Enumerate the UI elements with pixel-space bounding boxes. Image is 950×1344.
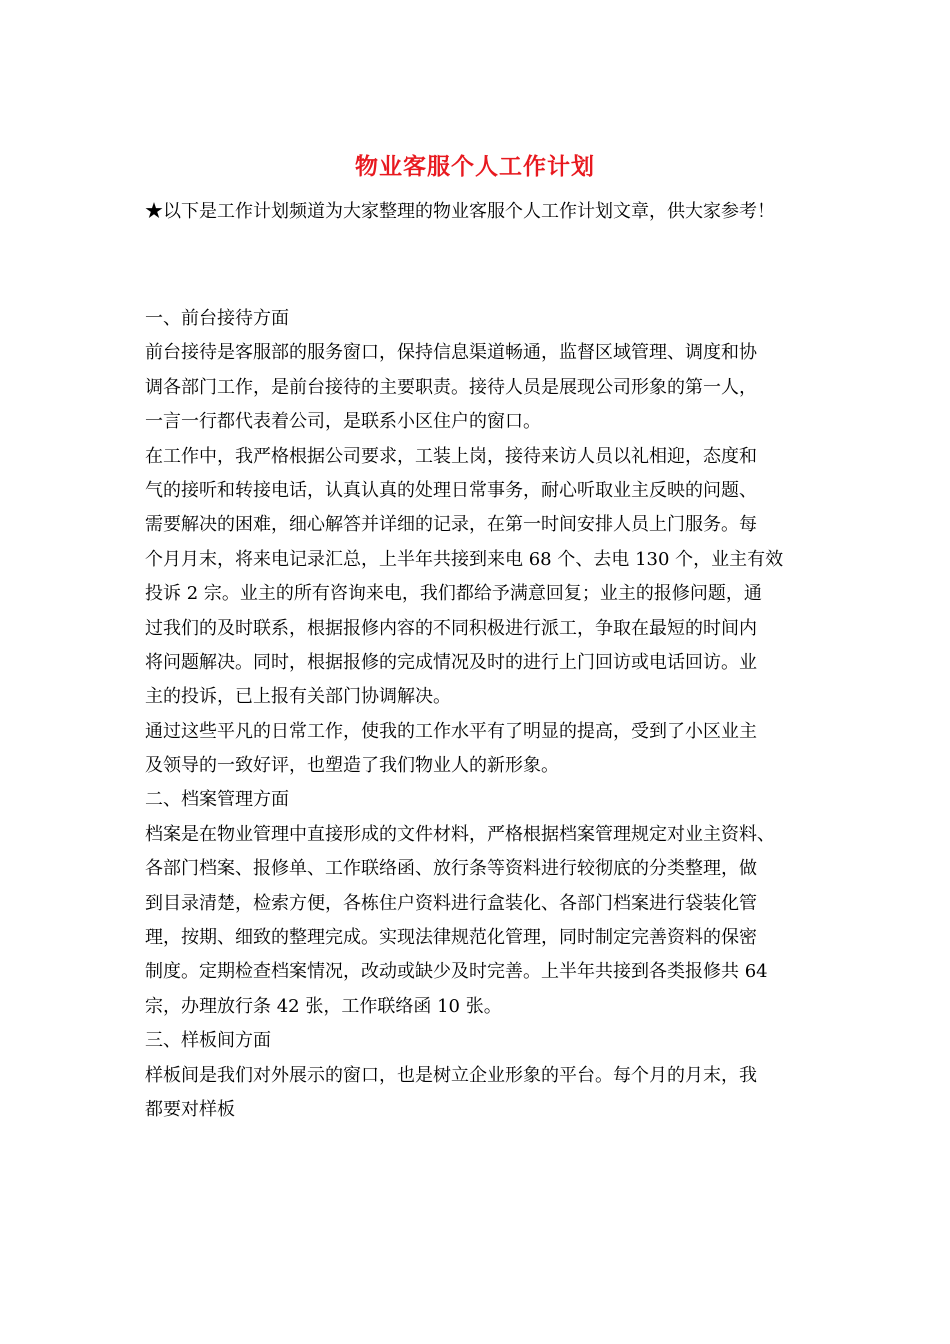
text-line: 个月月末，将来电记录汇总，上半年共接到来电 68 个、去电 130 个，业主有效 — [145, 548, 784, 570]
text-line: 理，按期、细致的整理完成。实现法律规范化管理，同时制定完善资料的保密 — [145, 927, 757, 949]
text-line: 到目录清楚，检索方便，各栋住户资料进行盒装化、各部门档案进行袋装化管 — [145, 892, 757, 914]
text-line: 投诉 2 宗。业主的所有咨询来电，我们都给予满意回复；业主的报修问题，通 — [145, 583, 762, 605]
text-line: 都要对样板 — [145, 1098, 235, 1120]
text-line: 在工作中，我严格根据公司要求，工装上岗，接待来访人员以礼相迎，态度和 — [145, 445, 757, 467]
text-line: 一、前台接待方面 — [145, 308, 289, 329]
text-line: 前台接待是客服部的服务窗口，保持信息渠道畅通，监督区域管理、调度和协 — [145, 342, 757, 364]
text-line: 气的接听和转接电话，认真认真的处理日常事务，耐心听取业主反映的问题、 — [145, 479, 757, 501]
intro-text: ★以下是工作计划频道为大家整理的物业客服个人工作计划文章，供大家参考！ — [145, 201, 775, 222]
text-line: 二、档案管理方面 — [145, 789, 289, 811]
text-line: 样板间是我们对外展示的窗口，也是树立企业形象的平台。每个月的月末，我 — [145, 1064, 757, 1086]
text-line: 需要解决的困难，细心解答并详细的记录，在第一时间安排人员上门服务。每 — [145, 514, 757, 536]
text-line: 档案是在物业管理中直接形成的文件材料，严格根据档案管理规定对业主资料、 — [145, 823, 775, 845]
text-line: 及领导的一致好评，也塑造了我们物业人的新形象。 — [145, 755, 559, 777]
text-line: 一言一行都代表着公司，是联系小区住户的窗口。 — [145, 411, 541, 433]
text-line: 宗，办理放行条 42 张，工作联络函 10 张。 — [145, 995, 502, 1017]
text-line: 调各部门工作，是前台接待的主要职责。接待人员是展现公司形象的第一人， — [145, 376, 757, 398]
text-line: 通过这些平凡的日常工作，使我的工作水平有了明显的提高，受到了小区业主 — [145, 720, 757, 742]
text-line: 过我们的及时联系，根据报修内容的不同积极进行派工，争取在最短的时间内 — [145, 617, 757, 639]
text-line: 各部门档案、报修单、工作联络函、放行条等资料进行较彻底的分类整理，做 — [145, 858, 757, 880]
text-line: 三、样板间方面 — [145, 1030, 271, 1052]
document-body — [145, 302, 815, 1127]
text-line: 制度。定期检查档案情况，改动或缺少及时完善。上半年共接到各类报修共 64 — [145, 961, 768, 983]
text-line: 主的投诉，已上报有关部门协调解决。 — [145, 686, 451, 708]
text-line: 将问题解决。同时，根据报修的完成情况及时的进行上门回访或电话回访。业 — [145, 651, 757, 673]
document-title: 物业客服个人工作计划 — [355, 153, 595, 180]
